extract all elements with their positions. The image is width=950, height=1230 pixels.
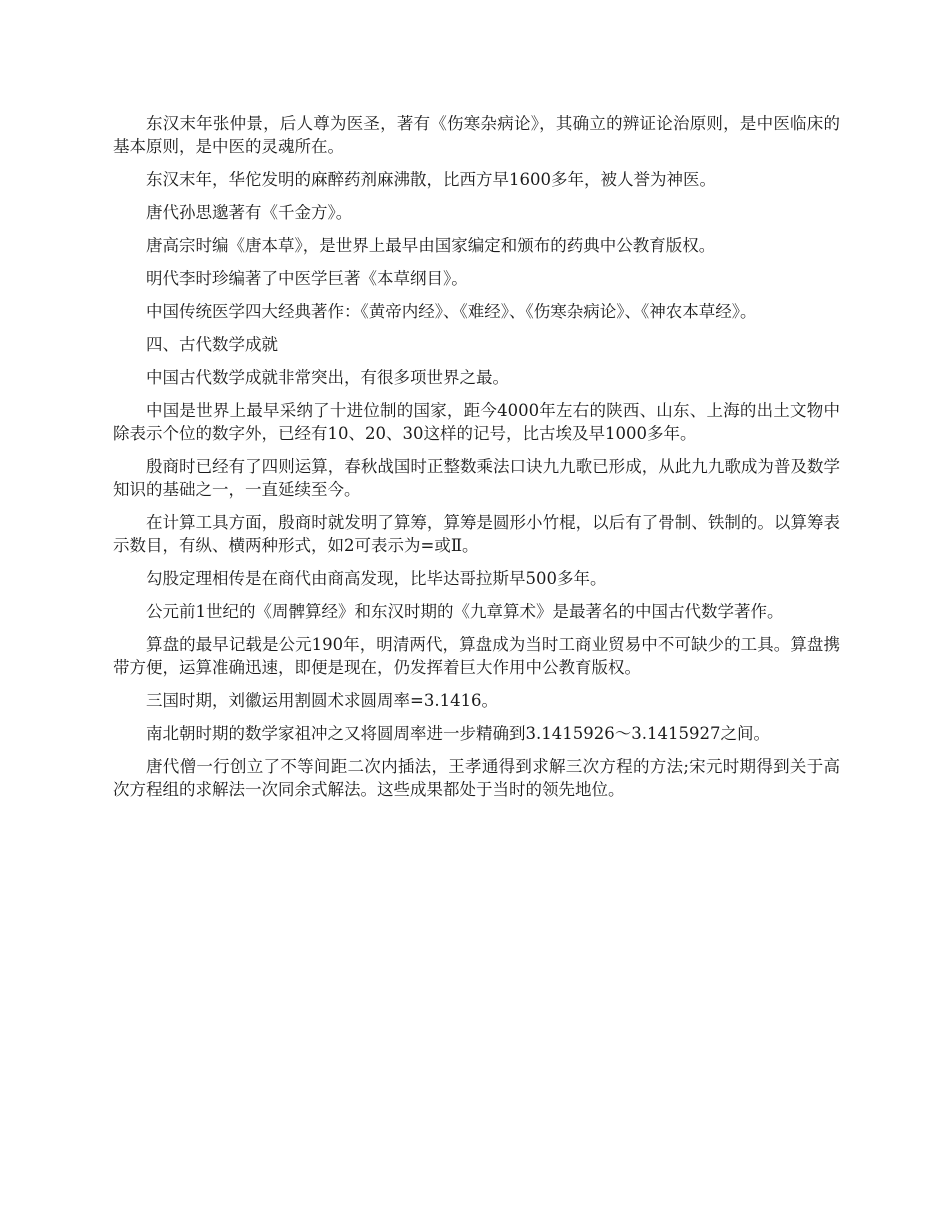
paragraph: 东汉末年张仲景，后人尊为医圣，著有《伤寒杂病论》，其确立的辨证论治原则，是中医临床的基本原则，是中医的灵魂所在。 (113, 114, 840, 156)
paragraph: 中国是世界上最早采纳了十进位制的国家，距今4000年左右的陕西、山东、上海的出土文物中除表示个位的数字外，已经有10、20、30这样的记号，比古埃及早1000多年。 (113, 401, 840, 443)
paragraph: 中国古代数学成就非常突出，有很多项世界之最。 (146, 368, 509, 387)
paragraph: 殷商时已经有了四则运算，春秋战国时正整数乘法口诀九九歌已形成，从此九九歌成为普及数学知识的基础之一，一直延续至今。 (113, 457, 840, 499)
paragraph: 中国传统医学四大经典著作：《黄帝内经》、《难经》、《伤寒杂病论》、《神农本草经》。 (146, 302, 757, 321)
paragraph: 勾股定理相传是在商代由商高发现，比毕达哥拉斯早500多年。 (146, 569, 607, 588)
paragraph: 唐代僧一行创立了不等间距二次内插法，王孝通得到求解三次方程的方法;宋元时期得到关于高次方程组的求解法一次同余式解法。这些成果都处于当时的领先地位。 (113, 757, 840, 799)
paragraph: 南北朝时期的数学家祖冲之又将圆周率进一步精确到3.1415926～3.1415927之间。 (146, 724, 770, 743)
paragraph: 在计算工具方面，殷商时就发明了算筹，算筹是圆形小竹棍，以后有了骨制、铁制的。以算筹表示数目，有纵、横两种形式，如2可表示为=或Ⅱ。 (113, 513, 840, 555)
paragraph: 东汉末年，华佗发明的麻醉药剂麻沸散，比西方早1600多年，被人誉为神医。 (146, 170, 716, 189)
paragraph: 三国时期，刘徽运用割圆术求圆周率=3.1416。 (146, 691, 499, 710)
paragraph: 唐高宗时编《唐本草》，是世界上最早由国家编定和颁布的药典中公教育版权。 (146, 236, 716, 255)
paragraph: 公元前1世纪的《周髀算经》和东汉时期的《九章算术》是最著名的中国古代数学著作。 (146, 602, 784, 621)
document-body (113, 112, 840, 811)
section-heading: 四、古代数学成就 (146, 335, 278, 354)
paragraph: 唐代孙思邈著有《千金方》。 (146, 203, 353, 222)
paragraph: 明代李时珍编著了中医学巨著《本草纲目》。 (146, 269, 468, 288)
paragraph: 算盘的最早记载是公元190年，明清两代，算盘成为当时工商业贸易中不可缺少的工具。算盘携带方便，运算准确迅速，即便是现在，仍发挥着巨大作用中公教育版权。 (113, 635, 840, 677)
